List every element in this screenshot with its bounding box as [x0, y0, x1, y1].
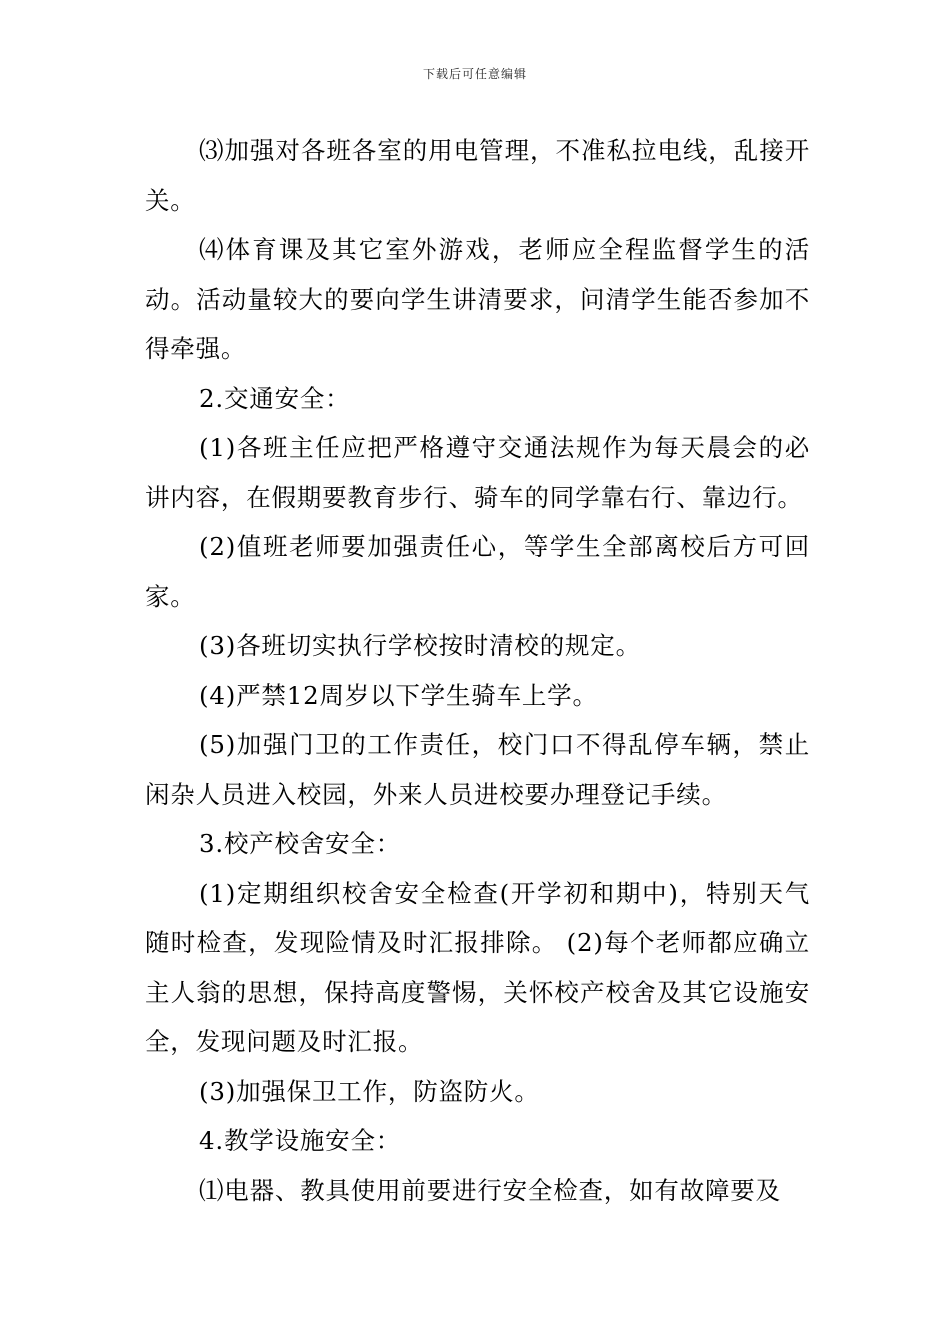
paragraph: ⑷体育课及其它室外游戏，老师应全程监督学生的活动。活动量较大的要向学生讲清要求，问清学生能否参加不得牵强。: [145, 235, 810, 363]
document-body: [145, 126, 810, 1215]
header-note: 下载后可任意编辑: [422, 67, 527, 81]
paragraph: ⑶加强对各班各室的用电管理，不准私拉电线，乱接开关。: [145, 136, 810, 215]
paragraph: ⑴电器、教具使用前要进行安全检查，如有故障要及: [199, 1175, 781, 1205]
paragraph: (3)加强保卫工作，防盗防火。: [199, 1076, 540, 1106]
section-heading: 4.教学设施安全：: [199, 1126, 402, 1155]
paragraph: (1)定期组织校舍安全检查(开学初和期中)，特别天气随时检查，发现险情及时汇报排除。 (2)每个老师都应确立主人翁的思想，保持高度警惕，关怀校产校舍及其它设施安全，发现问题及时汇报。: [145, 878, 810, 1056]
paragraph: (3)各班切实执行学校按时清校的规定。: [199, 631, 641, 660]
section-heading: 3.校产校舍安全：: [199, 829, 402, 858]
paragraph: (5)加强门卫的工作责任，校门口不得乱停车辆，禁止闲杂人员进入校园，外来人员进校要办理登记手续。: [145, 730, 810, 809]
paragraph: (2)值班老师要加强责任心，等学生全部离校后方可回家。: [145, 532, 810, 611]
section-heading: 2.交通安全：: [199, 383, 351, 413]
paragraph: (4)严禁12周岁以下学生骑车上学。: [199, 680, 598, 710]
paragraph: (1)各班主任应把严格遵守交通法规作为每天晨会的必讲内容，在假期要教育步行、骑车的同学靠右行、靠边行。: [145, 433, 810, 512]
